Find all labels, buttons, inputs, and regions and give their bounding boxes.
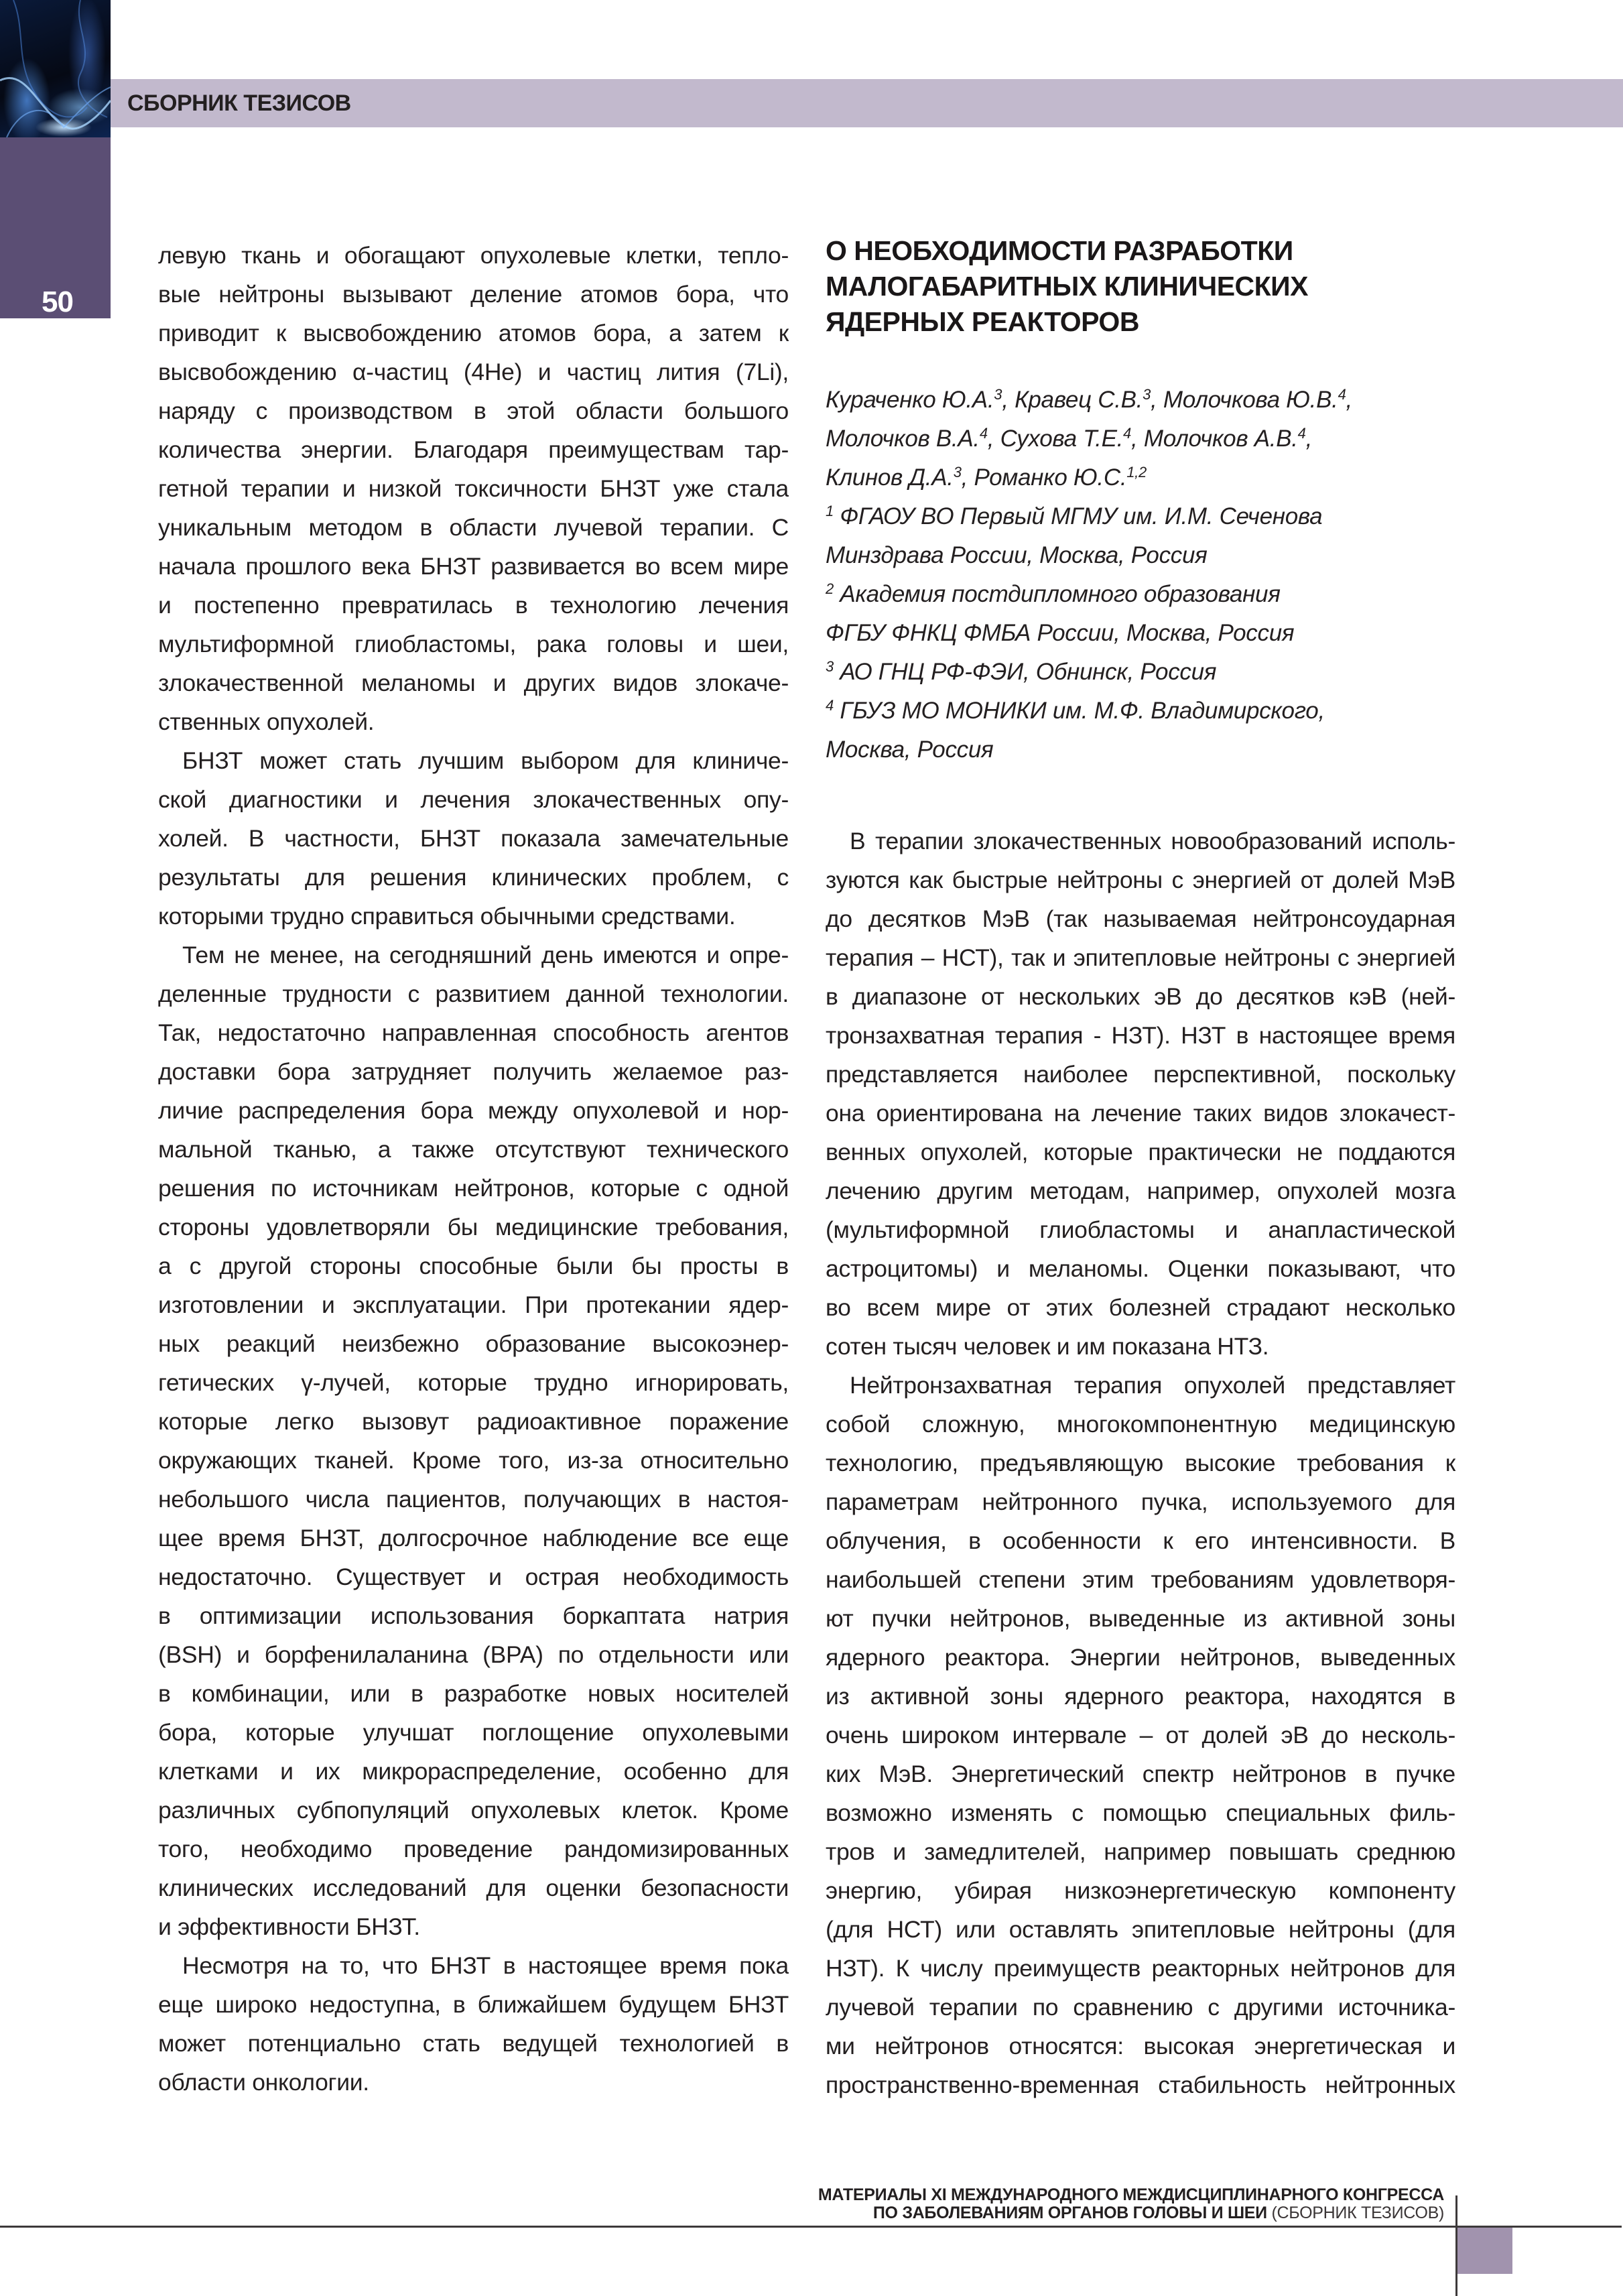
text-line: стороны удовлетворяли бы медицинские требования, — [158, 1214, 789, 1240]
text-line: Так, недостаточно направленная способность агентов — [158, 1019, 789, 1046]
text-line: бора, которые улучшат поглощение опухолевыми — [158, 1719, 789, 1746]
text-line: (для НСТ) или оставлять эпитепловые нейтроны (для — [826, 1916, 1455, 1943]
text-line: возможно изменять с помощью специальных филь- — [826, 1799, 1455, 1826]
text-line: и постепенно превратилась в технологию лечения — [158, 592, 789, 619]
text-line: (мультиформной глиобластомы и анапластической — [826, 1216, 1455, 1243]
text-line: до десятков МэВ (так называемая нейтронсоударная — [826, 905, 1455, 932]
text-line: начала прошлого века БНЗТ развивается во всем мире — [158, 553, 789, 580]
author-block — [826, 381, 1455, 769]
author-name: Клинов Д.А. — [826, 464, 954, 491]
text-line: мультиформной глиобластомы, рака головы и шеи, — [158, 631, 789, 657]
affiliation-number: 1 — [826, 503, 834, 519]
text-line: технологию, предъявляющую высокие требования к — [826, 1450, 1455, 1476]
text-line: сотен тысяч человек и им показана НТЗ. — [826, 1333, 1269, 1360]
author-name: Молочков В.А. — [826, 426, 980, 452]
text-line: доставки бора затрудняет получить желаемое раз- — [158, 1058, 789, 1085]
affiliation-text: ФГБУ ФНКЦ ФМБА России, Москва, Россия — [826, 620, 1295, 646]
footer-accent-box — [1457, 2228, 1512, 2274]
text-line: ных реакций неизбежно образование высокоэнер- — [158, 1330, 789, 1357]
text-line: области онкологии. — [158, 2069, 369, 2096]
text-line: терапия – НСТ), так и эпитепловые нейтроны с энергией — [826, 944, 1455, 971]
article-title-line: О НЕОБХОДИМОСТИ РАЗРАБОТКИ — [826, 235, 1293, 266]
affiliation-line — [826, 614, 1455, 653]
text-line: ких МэВ. Энергетический спектр нейтронов в пучке — [826, 1761, 1455, 1787]
article-body-text — [826, 822, 1455, 2104]
text-line: ядерного реактора. Энергии нейтронов, выведенных — [826, 1644, 1455, 1671]
text-line: личие распределения бора между опухолевой и нор- — [158, 1097, 789, 1124]
footer-line-2-bold: ПО ЗАБОЛЕВАНИЯМ ОРГАНОВ ГОЛОВЫ И ШЕИ — [872, 2204, 1267, 2222]
text-line: астроцитомы) и меланомы. Оценки показывают, что — [826, 1255, 1455, 1282]
author-line: Молочков В.А.$^4$, Сухова Т.Е.$^4$, Молочков А.В.$^4$, — [826, 425, 1313, 452]
affiliation-number: 2 — [826, 580, 834, 597]
footer-rule — [0, 2226, 1622, 2228]
text-line: гетических γ-лучей, которые трудно игнорировать, — [158, 1369, 789, 1396]
page-side-bar — [0, 137, 111, 318]
text-line: деленные трудности с развитием данной технологии. — [158, 980, 789, 1007]
text-line: облучения, в особенности к его интенсивности. В — [826, 1527, 1455, 1554]
affiliation-text: ФГАОУ ВО Первый МГМУ им. И.М. Сеченова — [840, 503, 1323, 529]
author-name: Кравец С.В. — [1015, 387, 1143, 413]
affiliation-number: 3 — [826, 658, 834, 675]
text-line: и эффективности БНЗТ. — [158, 1913, 420, 1940]
affiliation-text: Минздрава России, Москва, Россия — [826, 542, 1208, 568]
smoke-swirl-icon — [0, 0, 111, 137]
text-line: ют пучки нейтронов, выведенные из активной зоны — [826, 1605, 1455, 1632]
author-affiliation-mark: 3 — [994, 386, 1002, 403]
author-affiliation-mark: 4 — [1338, 386, 1346, 403]
text-line: злокачественной меланомы и других видов злокаче- — [158, 669, 789, 696]
text-line: левую ткань и обогащают опухолевые клетки, тепло- — [158, 242, 789, 269]
section-banner — [111, 79, 1623, 127]
text-line: тронзахватная терапия - НЗТ). НЗТ в настоящее время — [826, 1022, 1455, 1049]
author-name: Сухова Т.Е. — [1000, 426, 1124, 452]
footer-publication-title — [818, 2186, 1444, 2222]
text-line: Несмотря на то, что БНЗТ в настоящее время пока — [182, 1952, 789, 1979]
text-line: ской диагностики и лечения злокачественных опу- — [158, 786, 789, 813]
text-line: наибольшей степени этим требованиям удовлетворя- — [826, 1566, 1455, 1593]
text-line: собой сложную, многокомпонентную медицинскую — [826, 1411, 1455, 1438]
author-name: Молочкова Ю.В. — [1163, 387, 1338, 413]
affiliation-text: Академия постдипломного образования — [840, 581, 1281, 607]
text-line: Нейтронзахватная терапия опухолей представляет — [850, 1372, 1455, 1399]
affiliation-number: 4 — [826, 697, 834, 714]
affiliation-text: Москва, Россия — [826, 737, 994, 763]
text-line: пространственно-временная стабильность нейтронных — [826, 2071, 1455, 2098]
text-line: щее время БНЗТ, долгосрочное наблюдение все еще — [158, 1525, 789, 1551]
affiliation-line — [826, 692, 1455, 730]
author-name: Молочков А.В. — [1143, 426, 1298, 452]
text-line: которые легко вызовут радиоактивное поражение — [158, 1408, 789, 1435]
text-line: В терапии злокачественных новообразований исполь- — [850, 828, 1455, 854]
text-line: уникальным методом в области лучевой терапии. С — [158, 514, 789, 541]
article-title — [826, 233, 1455, 340]
text-line: в диапазоне от нескольких эВ до десятков кэВ (ней- — [826, 983, 1455, 1010]
text-line: изготовлении и эксплуатации. При протекании ядер- — [158, 1291, 789, 1318]
text-line: в оптимизации использования боркаптата натрия — [158, 1602, 789, 1629]
text-line: количества энергии. Благодаря преимуществам тар- — [158, 436, 789, 463]
text-line: холей. В частности, БНЗТ показала замечательные — [158, 825, 789, 852]
author-affiliation-mark: 3 — [953, 464, 962, 481]
left-column-text — [158, 236, 789, 2102]
text-line: небольшого числа пациентов, получающих в настоя- — [158, 1486, 789, 1513]
affiliation-line — [826, 575, 1455, 614]
page-number: 50 — [42, 285, 73, 318]
text-line: результаты для решения клинических проблем, с — [158, 864, 789, 891]
text-line: тров и замедлителей, например повышать среднюю — [826, 1838, 1455, 1865]
text-line: параметрам нейтронного пучка, используемого для — [826, 1488, 1455, 1515]
text-line: во всем мире от этих болезней страдают несколько — [826, 1294, 1455, 1321]
text-line: энергию, убирая низкоэнергетическую компоненту — [826, 1877, 1455, 1904]
text-line: зуются как быстрые нейтроны с энергией от долей МэВ — [826, 867, 1455, 893]
article-title-line: ЯДЕРНЫХ РЕАКТОРОВ — [826, 306, 1139, 337]
text-line: она ориентирована на лечение таких видов злокачест- — [826, 1100, 1455, 1127]
author-line: Кураченко Ю.А.$^3$, Кравец С.В.$^3$, Молочкова Ю.В.$^4$, — [826, 386, 1352, 413]
text-line: решения по источникам нейтронов, которые с одной — [158, 1175, 789, 1202]
affiliation-line — [826, 653, 1455, 692]
author-affiliation-mark: 4 — [979, 425, 988, 442]
text-line: приводит к высвобождению атомов бора, а затем к — [158, 320, 789, 346]
text-line: венных опухолей, которые практически не поддаются — [826, 1139, 1455, 1165]
text-line: еще широко недоступна, в ближайшем будущем БНЗТ — [158, 1991, 789, 2018]
text-line: гетной терапии и низкой токсичности БНЗТ уже стала — [158, 475, 789, 502]
affiliation-line — [826, 730, 1455, 769]
text-line: представляется наиболее перспективной, поскольку — [826, 1061, 1455, 1088]
author-line: Клинов Д.А.$^3$, Романко Ю.С.$^{1,2}$ — [826, 464, 1147, 491]
text-line: может потенциально стать ведущей технологией в — [158, 2030, 789, 2057]
text-line: лечению другим методам, например, опухолей мозга — [826, 1177, 1455, 1204]
text-line: которыми трудно справиться обычными средствами. — [158, 903, 736, 930]
affiliation-line — [826, 497, 1455, 536]
text-line: БНЗТ может стать лучшим выбором для клиниче- — [182, 747, 789, 774]
text-line: высвобождению α-частиц (4He) и частиц лития (7Li), — [158, 359, 789, 385]
text-line: ственных опухолей. — [158, 708, 375, 735]
text-line: в комбинации, или в разработке новых носителей — [158, 1680, 789, 1707]
section-title: СБОРНИК ТЕЗИСОВ — [127, 90, 351, 116]
affiliation-line — [826, 536, 1455, 575]
text-line: Тем не менее, на сегодняшний день имеются и опре- — [182, 942, 789, 968]
affiliation-text: АО ГНЦ РФ-ФЭИ, Обнинск, Россия — [840, 659, 1217, 685]
author-affiliation-mark: 1,2 — [1126, 464, 1147, 481]
text-line: вые нейтроны вызывают деление атомов бора, что — [158, 281, 789, 308]
author-affiliation-mark: 4 — [1297, 425, 1306, 442]
text-line: очень широком интервале – от долей эВ до несколь- — [826, 1722, 1455, 1748]
text-line: того, необходимо проведение рандомизированных — [158, 1836, 789, 1862]
author-affiliation-mark: 3 — [1143, 386, 1151, 403]
text-line: ми нейтронов относятся: высокая энергетическая и — [826, 2033, 1455, 2059]
author-affiliation-mark: 4 — [1123, 425, 1131, 442]
text-line: (BSH) и борфенилаланина (BPA) по отдельности или — [158, 1641, 789, 1668]
text-line: НЗТ). К числу преимуществ реакторных нейтронов для — [826, 1955, 1455, 1982]
text-line: различных субпопуляций опухолевых клеток. Кроме — [158, 1797, 789, 1824]
header-decorative-image — [0, 0, 111, 137]
text-line: клинических исследований для оценки безопасности — [158, 1874, 789, 1901]
article-title-line: МАЛОГАБАРИТНЫХ КЛИНИЧЕСКИХ — [826, 271, 1308, 302]
text-line: из активной зоны ядерного реактора, находятся в — [826, 1683, 1455, 1710]
author-name: Кураченко Ю.А. — [826, 387, 994, 413]
affiliation-text: ГБУЗ МО МОНИКИ им. М.Ф. Владимирского, — [840, 698, 1325, 724]
text-line: окружающих тканей. Кроме того, из-за относительно — [158, 1447, 789, 1474]
footer-line-2-light: (СБОРНИК ТЕЗИСОВ) — [1271, 2204, 1444, 2222]
footer-line-2 — [818, 2204, 1444, 2222]
text-line: лучевой терапии по сравнению с другими источника- — [826, 1994, 1455, 2021]
text-line: клетками и их микрораспределение, особенно для — [158, 1758, 789, 1785]
author-name: Романко Ю.С. — [974, 464, 1127, 491]
text-line: мальной тканью, а также отсутствуют технического — [158, 1136, 789, 1163]
text-line: наряду с производством в этой области большого — [158, 397, 789, 424]
text-line: а с другой стороны способные были бы просты в — [158, 1253, 789, 1279]
footer-line-1: МАТЕРИАЛЫ XI МЕЖДУНАРОДНОГО МЕЖДИСЦИПЛИНАРНОГО КОНГРЕССА — [818, 2185, 1444, 2204]
text-line: недостаточно. Существует и острая необходимость — [158, 1564, 789, 1590]
